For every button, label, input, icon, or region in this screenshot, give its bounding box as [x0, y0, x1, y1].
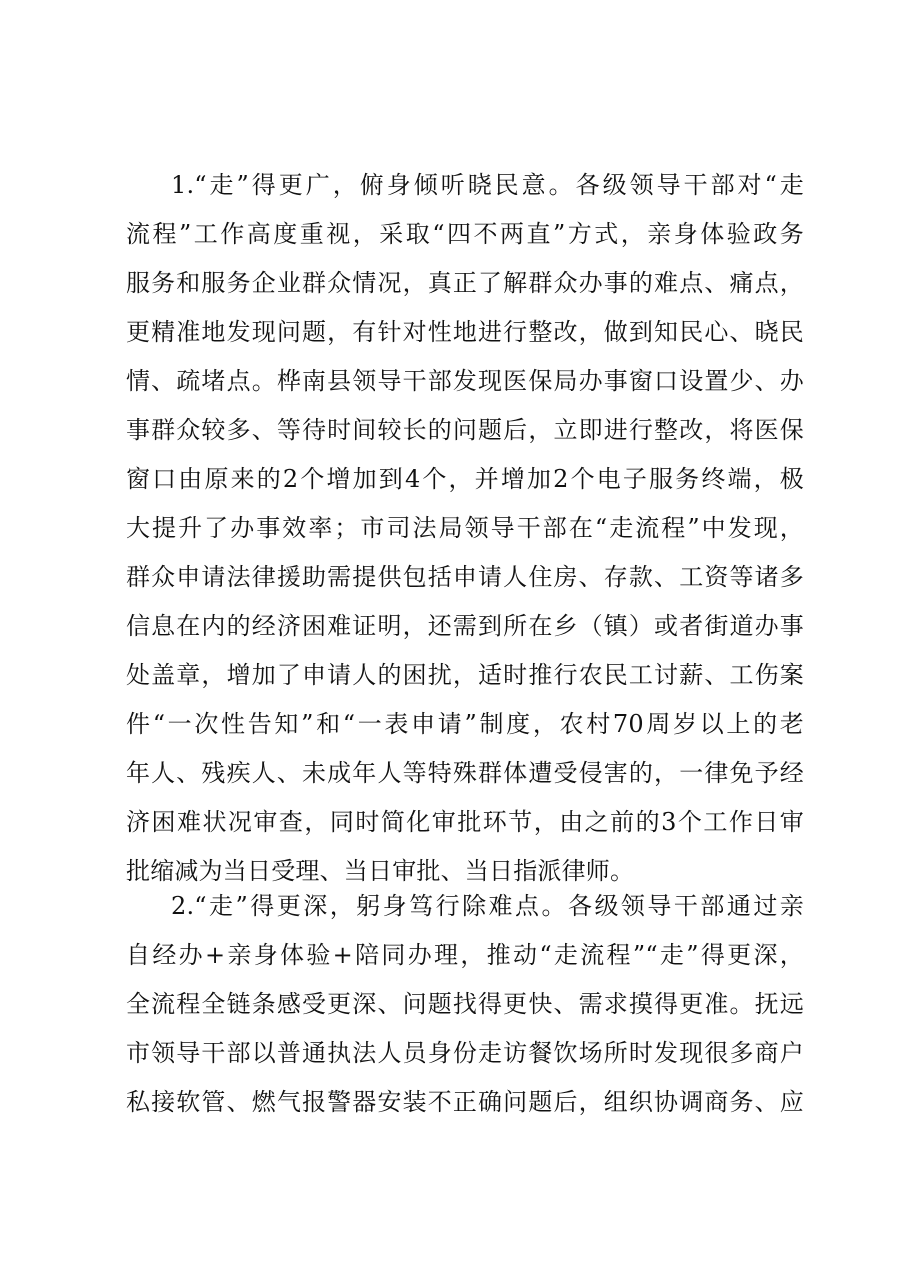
paragraph-line: 大提升了办事效率；市司法局领导干部在“走流程”中发现，	[126, 514, 804, 542]
paragraph-line: 年人、残疾人、未成年人等特殊群体遭受侵害的，一律免予经	[126, 759, 804, 787]
paragraph-line: 2.“走”得更深，躬身笃行除难点。各级领导干部通过亲	[171, 892, 804, 920]
paragraph-line: 件“一次性告知”和“一表申请”制度，农村70周岁以上的老	[126, 710, 804, 738]
paragraph-line: 1.“走”得更广，俯身倾听晓民意。各级领导干部对“走	[171, 171, 804, 199]
paragraph-line: 窗口由原来的2个增加到4个，并增加2个电子服务终端，极	[126, 465, 804, 493]
paragraph-line: 流程”工作高度重视，采取“四不两直”方式，亲身体验政务	[126, 220, 804, 248]
paragraph-line: 自经办+亲身体验+陪同办理，推动“走流程”“走”得更深，	[126, 941, 804, 969]
paragraph-line: 市领导干部以普通执法人员身份走访餐饮场所时发现很多商户	[126, 1039, 804, 1067]
paragraph-line: 群众申请法律援助需提供包括申请人住房、存款、工资等诸多	[126, 563, 804, 591]
paragraph-line: 更精准地发现问题，有针对性地进行整改，做到知民心、晓民	[126, 318, 804, 346]
paragraph-2	[126, 882, 804, 1127]
paragraph-line: 信息在内的经济困难证明，还需到所在乡（镇）或者街道办事	[126, 612, 804, 640]
paragraph-line: 济困难状况审查，同时简化审批环节，由之前的3个工作日审	[126, 808, 804, 836]
paragraph-line: 私接软管、燃气报警器安装不正确问题后，组织协调商务、应	[126, 1088, 804, 1116]
paragraph-line: 情、疏堵点。桦南县领导干部发现医保局办事窗口设置少、办	[126, 367, 804, 395]
paragraph-line: 服务和服务企业群众情况，真正了解群众办事的难点、痛点，	[126, 269, 804, 297]
paragraph-1	[126, 161, 804, 896]
paragraph-line: 全流程全链条感受更深、问题找得更快、需求摸得更准。抚远	[126, 990, 804, 1018]
paragraph-line: 批缩减为当日受理、当日审批、当日指派律师。	[126, 857, 635, 885]
paragraph-line: 事群众较多、等待时间较长的问题后，立即进行整改，将医保	[126, 416, 804, 444]
paragraph-line: 处盖章，增加了申请人的困扰，适时推行农民工讨薪、工伤案	[126, 661, 804, 689]
